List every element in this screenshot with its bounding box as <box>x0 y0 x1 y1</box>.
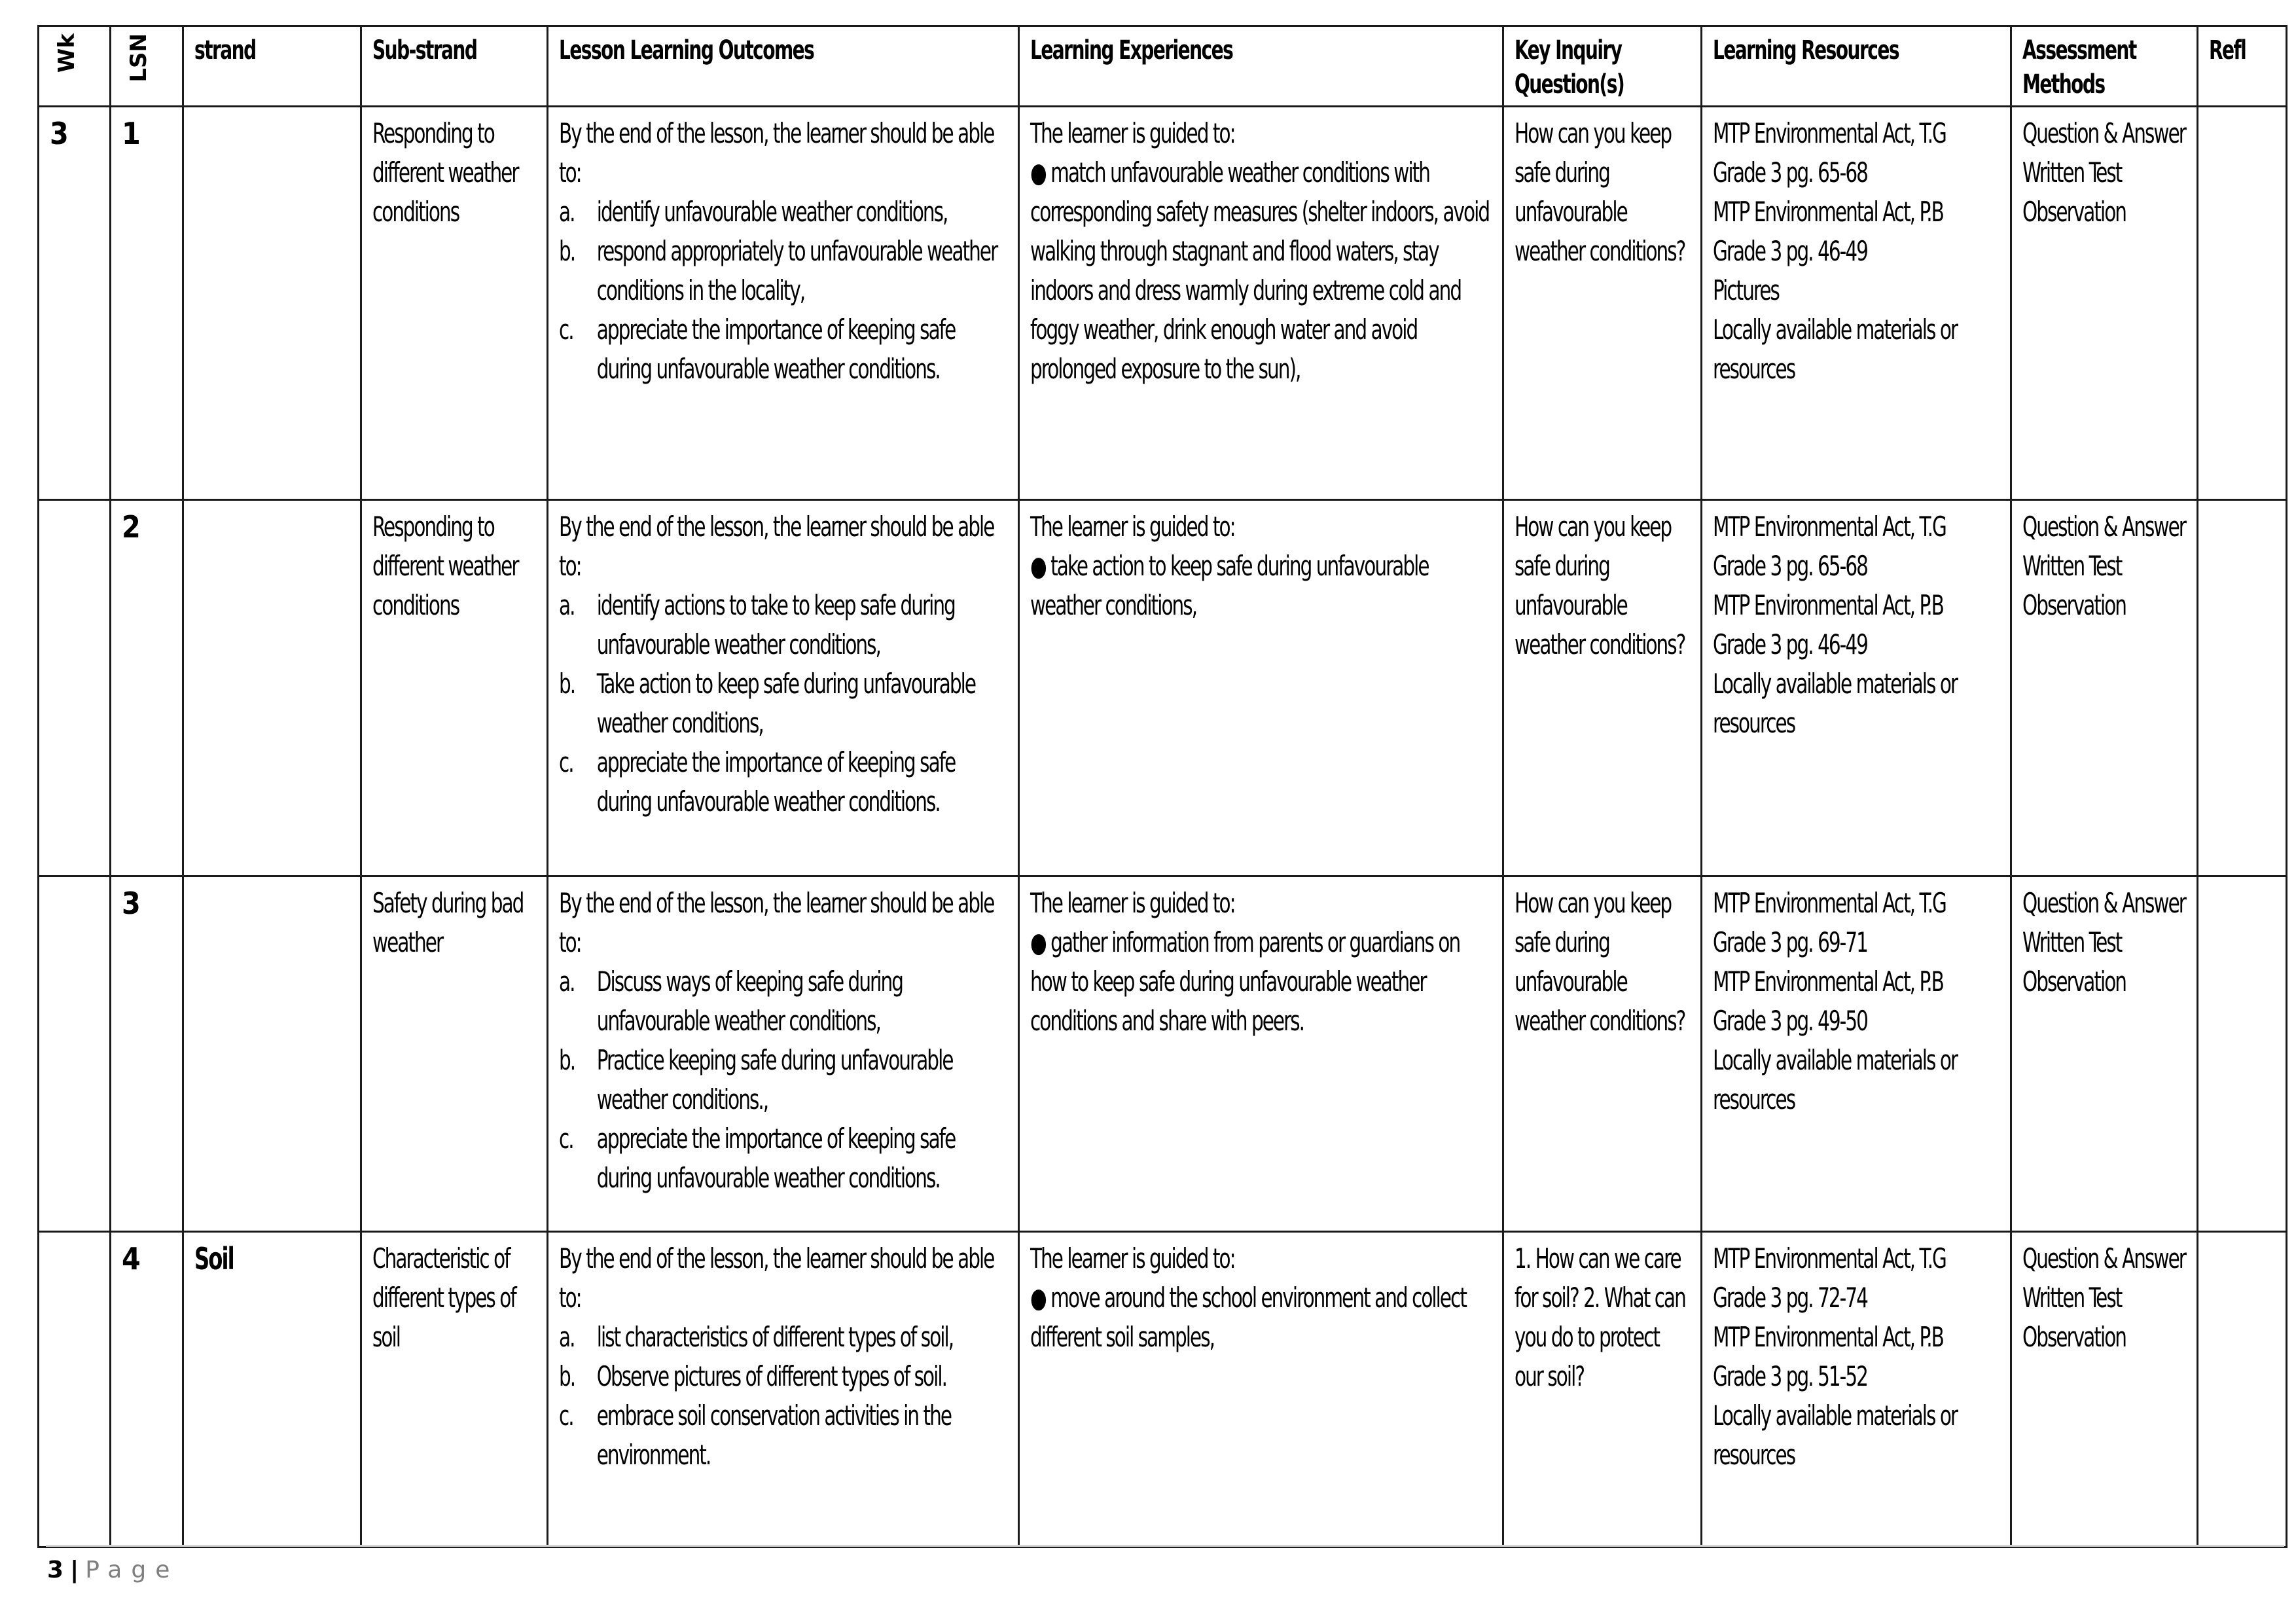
experience-item: ● take action to keep safe during unfavourable weather conditions, <box>1030 550 1429 621</box>
lesson-row <box>39 876 2287 1232</box>
cell-lsn: 2 <box>111 500 183 876</box>
assessment-item: Observation <box>2022 1321 2126 1353</box>
cell-reflection <box>2198 107 2287 500</box>
resource-item: Locally available materials or resources <box>1713 1044 1958 1115</box>
cell-lsn: 3 <box>111 876 183 1232</box>
cell-outcomes <box>548 500 1019 876</box>
cell-assessment <box>2011 107 2198 500</box>
assessment-item: Observation <box>2022 196 2126 228</box>
resource-item: MTP Environmental Act, T.G Grade 3 pg. 72-74 <box>1713 1242 1946 1314</box>
scheme-of-work-table <box>37 25 2287 1548</box>
cell-assessment <box>2011 500 2198 876</box>
cell-experiences <box>1019 500 1503 876</box>
resource-item: Locally available materials or resources <box>1713 1399 1958 1471</box>
cell-sub-strand: Responding to different weather conditions <box>361 107 548 500</box>
resource-item: MTP Environmental Act, T.G Grade 3 pg. 65-68 <box>1713 511 1946 582</box>
header-assessment: Assessment Methods <box>2011 26 2198 107</box>
assessment-item: Question & Answer <box>2022 887 2185 919</box>
cell-strand <box>183 876 361 1232</box>
outcome-item: c. appreciate the importance of keeping safe during unfavourable weather conditions. <box>559 746 956 818</box>
cell-inquiry: How can you keep safe during unfavourable weather conditions? <box>1503 107 1702 500</box>
header-outcomes: Lesson Learning Outcomes <box>548 26 1019 107</box>
page-number: 3 <box>47 1557 64 1583</box>
outcome-item: c. embrace soil conservation activities in the environment. <box>559 1399 952 1471</box>
outcome-item: a. Discuss ways of keeping safe during unfavourable weather conditions, <box>559 965 903 1037</box>
outcomes-intro: By the end of the lesson, the learner should be able to: <box>559 1242 994 1314</box>
header-strand: strand <box>183 26 361 107</box>
cell-experiences <box>1019 107 1503 500</box>
assessment-item: Written Test <box>2022 926 2122 958</box>
cell-lsn: 1 <box>111 107 183 500</box>
cell-assessment <box>2011 1232 2198 1547</box>
header-lsn: LSN <box>111 26 183 107</box>
lesson-row <box>39 500 2287 876</box>
cell-reflection <box>2198 500 2287 876</box>
resource-item: Locally available materials or resources <box>1713 668 1958 739</box>
resource-item: MTP Environmental Act, P.B Grade 3 pg. 49-50 <box>1713 965 1943 1037</box>
experiences-intro: The learner is guided to: <box>1030 511 1235 543</box>
cell-strand: Soil <box>183 1232 361 1547</box>
resource-item: MTP Environmental Act, T.G Grade 3 pg. 69-71 <box>1713 887 1946 958</box>
outcome-item: b. respond appropriately to unfavourable weather conditions in the locality, <box>559 235 997 306</box>
cell-strand <box>183 107 361 500</box>
cell-reflection <box>2198 1232 2287 1547</box>
header-reflection: Refl <box>2198 26 2287 107</box>
header-experiences: Learning Experiences <box>1019 26 1503 107</box>
outcomes-intro: By the end of the lesson, the learner should be able to: <box>559 887 994 958</box>
experiences-intro: The learner is guided to: <box>1030 887 1235 919</box>
experiences-intro: The learner is guided to: <box>1030 1242 1235 1274</box>
outcomes-list <box>559 962 1007 1198</box>
cell-wk: 3 <box>39 107 111 500</box>
resource-item: MTP Environmental Act, P.B Grade 3 pg. 46-49 <box>1713 589 1943 660</box>
resource-item: Pictures <box>1713 274 1779 306</box>
assessment-item: Question & Answer <box>2022 1242 2185 1274</box>
experience-item: ● match unfavourable weather conditions with corresponding safety measures (shelter indoors, avoid walking through stagnant and flood waters, stay indoors and dress warmly during extreme cold and foggy weather, drink enough water and avoid prolonged exposure to the sun), <box>1030 156 1490 385</box>
assessment-item: Question & Answer <box>2022 511 2185 543</box>
resource-item: MTP Environmental Act, P.B Grade 3 pg. 51-52 <box>1713 1321 1943 1392</box>
cell-sub-strand: Safety during bad weather <box>361 876 548 1232</box>
outcome-item: b. Take action to keep safe during unfavourable weather conditions, <box>559 668 976 739</box>
page-footer <box>47 1557 179 1583</box>
cell-experiences <box>1019 1232 1503 1547</box>
resource-item: MTP Environmental Act, T.G Grade 3 pg. 65-68 <box>1713 117 1946 189</box>
cell-sub-strand: Characteristic of different types of soil <box>361 1232 548 1547</box>
outcomes-list <box>559 1318 1007 1475</box>
lesson-row <box>39 107 2287 500</box>
header-resources: Learning Resources <box>1702 26 2011 107</box>
cell-sub-strand: Responding to different weather conditions <box>361 500 548 876</box>
experiences-intro: The learner is guided to: <box>1030 117 1235 149</box>
page-label: Page <box>85 1557 179 1583</box>
cell-wk <box>39 500 111 876</box>
resource-item: MTP Environmental Act, P.B Grade 3 pg. 46-49 <box>1713 196 1943 267</box>
cell-resources <box>1702 1232 2011 1547</box>
outcome-item: a. list characteristics of different types of soil, <box>559 1321 954 1353</box>
outcomes-list <box>559 586 1007 821</box>
assessment-item: Observation <box>2022 589 2126 621</box>
cell-resources <box>1702 500 2011 876</box>
outcome-item: b. Practice keeping safe during unfavourable weather conditions., <box>559 1044 953 1115</box>
cell-experiences <box>1019 876 1503 1232</box>
outcome-item: a. identify unfavourable weather conditions, <box>559 196 948 228</box>
cell-outcomes <box>548 1232 1019 1547</box>
outcomes-list <box>559 192 1007 389</box>
outcome-item: b. Observe pictures of different types of soil. <box>559 1360 947 1392</box>
lesson-row <box>39 1232 2287 1547</box>
cell-inquiry: 1. How can we care for soil? 2. What can you do to protect our soil? <box>1503 1232 1702 1547</box>
cell-outcomes <box>548 107 1019 500</box>
cell-resources <box>1702 107 2011 500</box>
footer-divider <box>46 1545 2284 1547</box>
experience-item: ● move around the school environment and collect different soil samples, <box>1030 1282 1466 1353</box>
assessment-item: Written Test <box>2022 550 2122 582</box>
outcome-item: a. identify actions to take to keep safe during unfavourable weather conditions, <box>559 589 955 660</box>
header-row <box>39 26 2287 107</box>
cell-wk <box>39 1232 111 1547</box>
header-wk: Wk <box>39 26 111 107</box>
experience-item: ● gather information from parents or guardians on how to keep safe during unfavourable weather conditions and share with peers. <box>1030 926 1460 1037</box>
assessment-item: Observation <box>2022 965 2126 998</box>
cell-outcomes <box>548 876 1019 1232</box>
outcomes-intro: By the end of the lesson, the learner should be able to: <box>559 117 994 189</box>
outcome-item: c. appreciate the importance of keeping safe during unfavourable weather conditions. <box>559 314 956 385</box>
cell-inquiry: How can you keep safe during unfavourable weather conditions? <box>1503 876 1702 1232</box>
cell-inquiry: How can you keep safe during unfavourable weather conditions? <box>1503 500 1702 876</box>
cell-strand <box>183 500 361 876</box>
outcome-item: c. appreciate the importance of keeping safe during unfavourable weather conditions. <box>559 1123 956 1194</box>
resource-item: Locally available materials or resources <box>1713 314 1958 385</box>
header-inquiry: Key Inquiry Question(s) <box>1503 26 1702 107</box>
cell-wk <box>39 876 111 1232</box>
header-sub-strand: Sub-strand <box>361 26 548 107</box>
assessment-item: Written Test <box>2022 1282 2122 1314</box>
cell-resources <box>1702 876 2011 1232</box>
footer-separator: | <box>70 1557 79 1583</box>
outcomes-intro: By the end of the lesson, the learner should be able to: <box>559 511 994 582</box>
cell-assessment <box>2011 876 2198 1232</box>
assessment-item: Question & Answer <box>2022 117 2185 149</box>
cell-reflection <box>2198 876 2287 1232</box>
cell-lsn: 4 <box>111 1232 183 1547</box>
assessment-item: Written Test <box>2022 156 2122 189</box>
